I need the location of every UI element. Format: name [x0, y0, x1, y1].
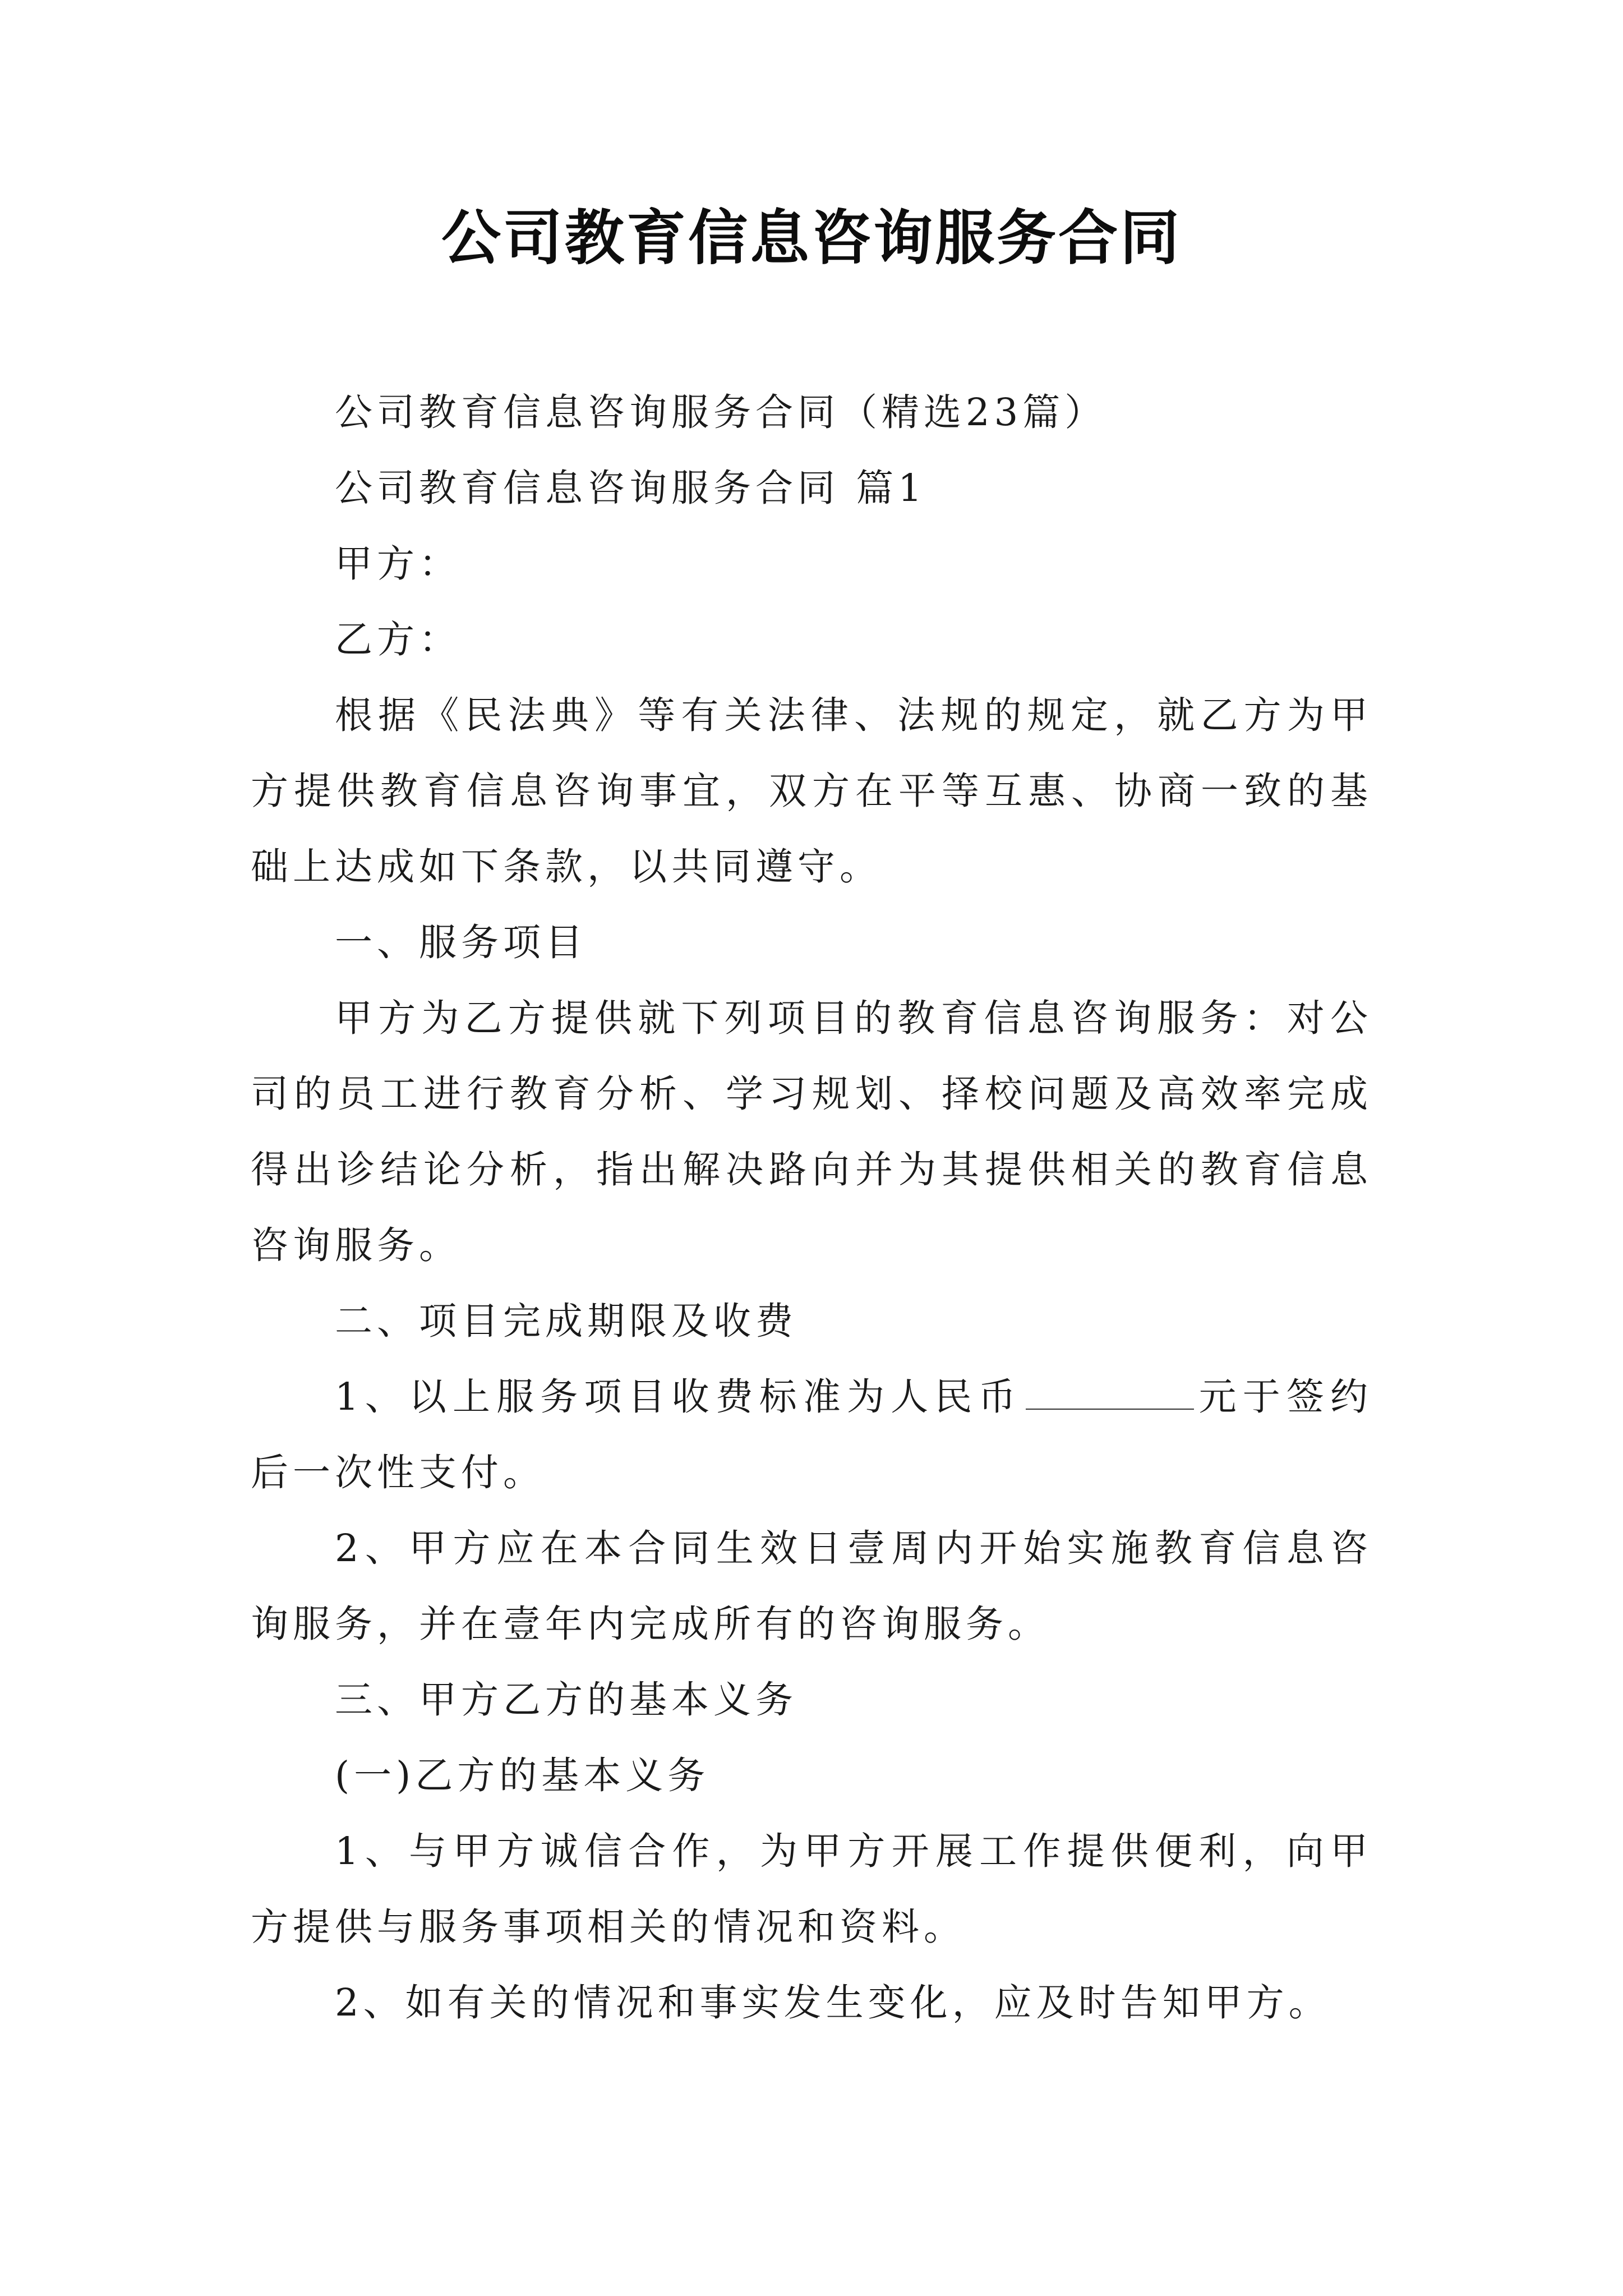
document-subtitle: 公司教育信息咨询服务合同（精选23篇） — [335, 390, 1107, 434]
heading-service-items: 一、服务项目 — [335, 921, 587, 964]
fee-clause-end: 元于签约后一次性支付。 — [251, 1375, 1372, 1494]
service-items-paragraph: 甲方为乙方提供就下列项目的教育信息咨询服务：对公司的员工进行教育分析、学习规划、择校问题及高效率完成得出诊结论分析，指出解决路向并为其提供相关的教育信息咨询服务。 — [251, 996, 1372, 1267]
heading-term-and-fees: 二、项目完成期限及收费 — [335, 1299, 797, 1343]
obligation-clause-1: 1、与甲方诚信合作，为甲方开展工作提供便利，向甲方提供与服务事项相关的情况和资料。 — [251, 1829, 1372, 1949]
subheading-party-b-obligations: (一)乙方的基本义务 — [335, 1754, 710, 1797]
fee-amount-blank — [1026, 1374, 1194, 1410]
fee-clause-start: 1、以上服务项目收费标准为人民币 — [335, 1375, 1022, 1419]
section-heading: 公司教育信息咨询服务合同 篇1 — [335, 466, 926, 510]
document-body — [251, 375, 1372, 2041]
intro-paragraph: 根据《民法典》等有关法律、法规的规定，就乙方为甲方提供教育信息咨询事宜，双方在平等互惠、协商一致的基础上达成如下条款，以共同遵守。 — [251, 693, 1372, 889]
party-b-label: 乙方： — [335, 618, 461, 661]
fee-clause — [251, 1359, 1372, 1511]
document-title: 公司教育信息咨询服务合同 — [441, 204, 1182, 273]
obligation-clause-2: 2、如有关的情况和事实发生变化，应及时告知甲方。 — [335, 1981, 1331, 2024]
heading-obligations: 三、甲方乙方的基本义务 — [335, 1678, 797, 1722]
start-date-clause: 2、甲方应在本合同生效日壹周内开始实施教育信息咨询服务，并在壹年内完成所有的咨询服务。 — [251, 1526, 1372, 1646]
party-a-label: 甲方： — [335, 542, 461, 586]
